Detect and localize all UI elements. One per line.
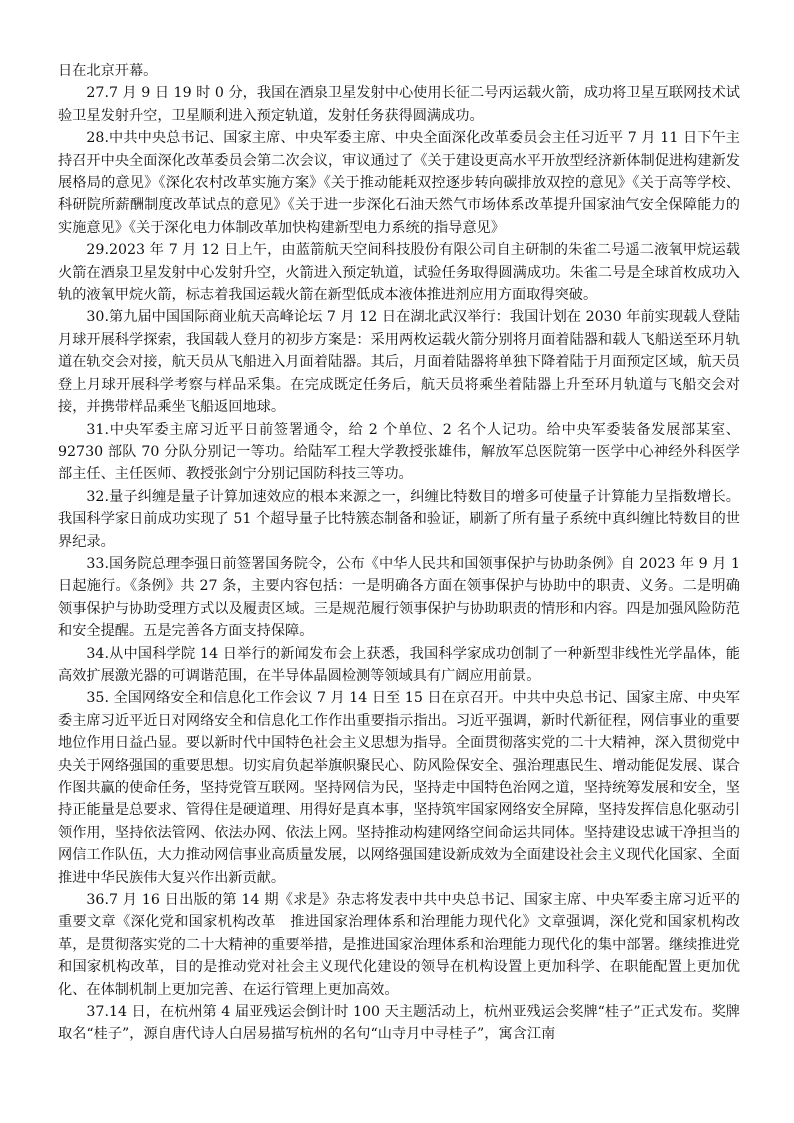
paragraph-item-30: 30.第九届中国国际商业航天高峰论坛 7 月 12 日在湖北武汉举行：我国计划在 2030 年前实现载人登陆月球开展科学探索，我国载人登月的初步方案是：采用两枚运载火箭分别将月面着陆器和载人飞船送至环月轨道在轨交会对接，航天员从飞船进入月面着陆器。其后，月面着陆器将单独下降着陆于月面预定区域，航天员登上月球开展科学考察与样品采集。在完成既定任务后，航天员将乘坐着陆器上升至环月轨道与飞船交会对接，并携带样品乘坐飞船返回地球。 [58, 309, 740, 416]
paragraph-item-33: 33.国务院总理李强日前签署国务院令，公布《中华人民共和国领事保护与协助条例》自 2023 年 9 月 1 日起施行。《条例》共 27 条，主要内容包括：一是明确各方面在领事保护与协助中的职责、义务。二是明确领事保护与协助受理方式以及履责区域。三是规范履行领事保护与协助职责的情形和内容。四是加强风险防范和安全提醒。五是完善各方面支持保障。 [58, 555, 740, 640]
paragraph-continuation: 日在北京开幕。 [58, 63, 158, 79]
paragraph-item-36: 36.7 月 16 日出版的第 14 期《求是》杂志将发表中共中央总书记、国家主席、中央军委主席习近平的重要文章《深化党和国家机构改革 推进国家治理体系和治理能力现代化》文章强调，深化党和国家机构改革，是贯彻落实党的二十大精神的重要举措，是推进国家治理体系和治理能力现代化的集中部署。继续推进党和国家机构改革，目的是推动党对社会主义现代化建设的领导在机构设置上更加科学、在职能配置上更加优化、在体制机制上更加完善、在运行管理上更加高效。 [58, 892, 740, 998]
paragraph-item-37: 37.14 日，在杭州第 4 届亚残运会倒计时 100 天主题活动上，杭州亚残运会奖牌“桂子”正式发布。奖牌取名“桂子”，源自唐代诗人白居易描写杭州的名句“山寺月中寻桂子”，寓含江南 [58, 1004, 740, 1043]
paragraph-item-27: 27.7 月 9 日 19 时 0 分，我国在酒泉卫星发射中心使用长征二号丙运载火箭，成功将卫星互联网技术试验卫星发射升空，卫星顺利进入预定轨道，发射任务获得圆满成功。 [58, 85, 740, 124]
paragraph-item-29: 29.2023 年 7 月 12 日上午，由蓝箭航天空间科技股份有限公司自主研制的朱雀二号遥二液氧甲烷运载火箭在酒泉卫星发射中心发射升空，火箭进入预定轨道，试验任务取得圆满成功。朱雀二号是全球首枚成功入轨的液氧甲烷火箭，标志着我国运载火箭在新型低成本液体推进剂应用方面取得突破。 [58, 242, 740, 304]
paragraph-item-32: 32.量子纠缠是量子计算加速效应的根本来源之一，纠缠比特数目的增多可使量子计算能力呈指数增长。我国科学家日前成功实现了 51 个超导量子比特簇态制备和验证，刷新了所有量子系统中真纠缠比特数目的世界纪录。 [58, 488, 740, 550]
paragraph-item-35: 35. 全国网络安全和信息化工作会议 7 月 14 日至 15 日在京召开。中共中央总书记、国家主席、中央军委主席习近平近日对网络安全和信息化工作作出重要指示指出。习近平强调，新时代新征程，网信事业的重要地位作用日益凸显。要以新时代中国特色社会主义思想为指导。全面贯彻落实党的二十大精神，深入贯彻党中央关于网络强国的重要思想。切实肩负起举旗帜聚民心、防风险保安全、强治理惠民生、增动能促发展、谋合作图共赢的使命任务，坚持党管互联网。坚持网信为民，坚持走中国特色治网之道，坚持统筹发展和安全，坚持正能量是总要求、管得住是硬道理、用得好是真本事，坚持筑牢国家网络安全屏障，坚持发挥信息化驱动引领作用，坚持依法管网、依法办网、依法上网。坚持推动构建网络空间命运共同体。坚持建设忠诚干净担当的网信工作队伍，大力推动网信事业高质量发展，以网络强国建设新成效为全面建设社会主义现代化国家、全面推进中华民族伟大复兴作出新贡献。 [58, 690, 740, 886]
paragraph-item-28: 28.中共中央总书记、国家主席、中央军委主席、中央全面深化改革委员会主任习近平 7 月 11 日下午主持召开中央全面深化改革委员会第二次会议，审议通过了《关于建设更高水平开放型经济新体制促进构建新发展格局的意见》《深化农村改革实施方案》《关于推动能耗双控逐步转向碳排放双控的意见》《关于高等学校、科研院所薪酬制度改革试点的意见》《关于进一步深化石油天然气市场体系改革提升国家油气安全保障能力的实施意见》《关于深化电力体制改革加快构建新型电力系统的指导意见》 [58, 130, 740, 236]
paragraph-item-31: 31.中央军委主席习近平日前签署通令，给 2 个单位、2 名个人记功。给中央军委装备发展部某室、92730 部队 70 分队分别记一等功。给陆军工程大学教授张雄伟，解放军总医院第一医学中心神经外科医学部主任、主任医师、教授张剑宁分别记国防科技三等功。 [58, 421, 740, 483]
document-body [58, 60, 740, 1046]
paragraph-item-34: 34.从中国科学院 14 日举行的新闻发布会上获悉，我国科学家成功创制了一种新型非线性光学晶体，能高效扩展激光器的可调谐范围，在半导体晶圆检测等领域具有广阔应用前景。 [58, 645, 740, 684]
